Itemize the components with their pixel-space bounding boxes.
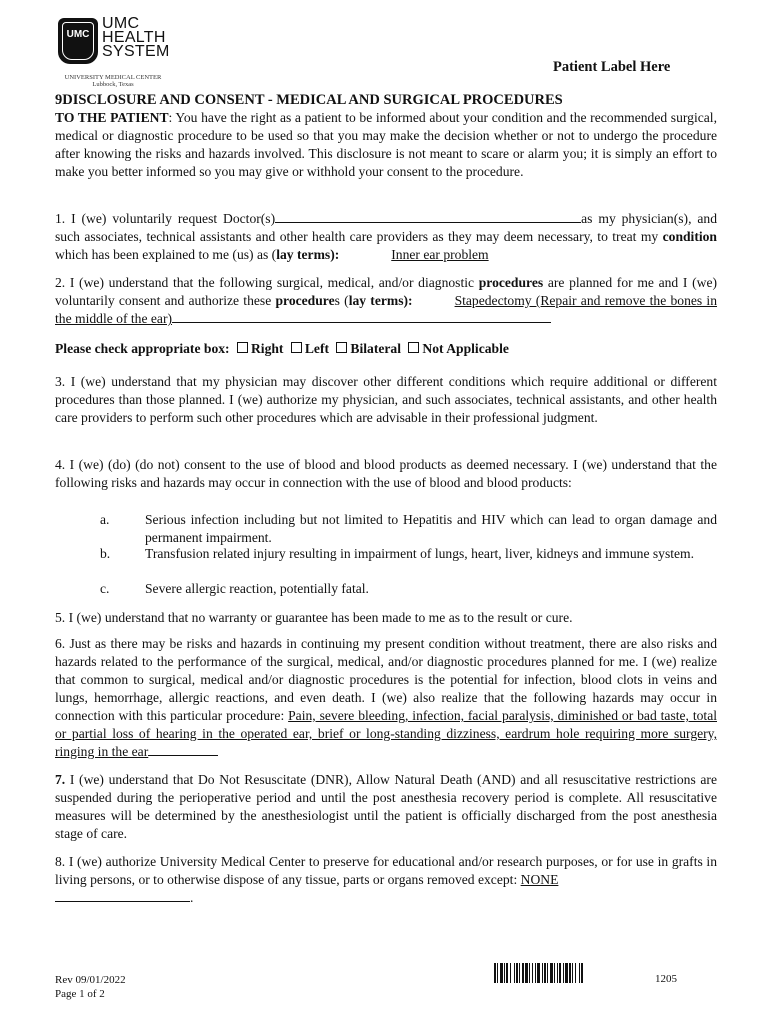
procedure-hazards-field[interactable]: Pain, severe bleeding, infection, facial paralysis, diminished or bad taste, total or partial loss of hearing in the operated ear, brief or long-standing dizziness, eardrum hole requiring more surgery, ringing in the ear (55, 708, 718, 759)
item-8-text: 8. I (we) authorize University Medical Center to preserve for educational and/or research purposes, or for use in grafts in living persons, or to otherwise dispose of any tissue, parts or organs removed except: (55, 854, 717, 887)
item-1-condition: condition (662, 229, 717, 244)
exceptions-value-field[interactable]: NONE (520, 872, 559, 887)
checkbox-bilateral[interactable] (336, 342, 347, 353)
document-title: 9DISCLOSURE AND CONSENT - MEDICAL AND SURGICAL PROCEDURES (55, 92, 563, 108)
risk-item-c-label: c. (100, 581, 110, 596)
risk-item-a-label: a. (100, 512, 110, 527)
item-1-text-a: 1. I (we) voluntarily request Doctor(s) (55, 211, 276, 226)
footer-revision (55, 973, 126, 1001)
side-selection-row (55, 340, 717, 358)
option-bilateral-label: Bilateral (350, 341, 402, 356)
item-2-text-a: 2. I (we) understand that the following surgical, medical, and/or diagnostic (55, 275, 479, 290)
item-2-procedures: procedures (478, 275, 544, 290)
checkbox-not-applicable[interactable] (408, 342, 419, 353)
page-number: Page 1 of 2 (55, 988, 105, 1000)
procedure-value-underline (172, 310, 551, 323)
checkbox-right[interactable] (237, 342, 248, 353)
umc-logo-mark (58, 18, 98, 64)
risk-item-b (55, 545, 717, 581)
revision-date: Rev 09/01/2022 (55, 974, 126, 986)
risk-item-a-text: Serious infection including but not limited to Hepatitis and HIV which can lead to organ damage and permanent impairment. (145, 512, 717, 545)
procedure-value-field[interactable]: Stapedectomy (Repair and remove the bones in the middle of the ear) (55, 293, 718, 326)
risk-item-a (55, 511, 717, 547)
checkbox-left[interactable] (291, 342, 302, 353)
logo-subtitle (58, 74, 168, 88)
item-2-text-c: s ( (334, 293, 349, 308)
option-left-label: Left (304, 341, 330, 356)
intro-paragraph (55, 109, 717, 181)
logo-line-2: HEALTH (102, 29, 166, 46)
risk-item-b-text: Transfusion related injury resulting in impairment of lungs, heart, liver, kidneys and immune system. (145, 546, 695, 561)
risk-item-c (55, 580, 717, 598)
risk-item-b-label: b. (100, 546, 111, 561)
item-2-lay-terms: lay terms): (348, 293, 413, 308)
item-2-text-b: are planned for me and I (we) voluntarily consent and authorize these (55, 275, 718, 308)
item-6-text: 6. Just as there may be risks and hazards in continuing my present condition without treatment, there are also risks and hazards related to the performance of the surgical, medical, and/or diagnostic procedures planned for me. I (we) realize that common to surgical, medical and/or diagnostic procedures is the potential for infection, blood clots in veins and lungs, hemorrhage, allergic reactions, and even death. I (we) also realize that the following hazards may occur in connection with this particular procedure: (55, 636, 717, 723)
item-1-paragraph (55, 210, 717, 264)
item-8-paragraph (55, 853, 717, 907)
option-not-applicable-label: Not Applicable (422, 341, 509, 356)
side-selection-label: Please check appropriate box: (55, 341, 230, 356)
option-right-label: Right (250, 341, 284, 356)
item-1-text-c: which has been explained to me (us) as ( (55, 247, 277, 262)
item-7-text: I (we) understand that Do Not Resuscitate (DNR), Allow Natural Death (AND) and all resuscitative restrictions are suspended during the perioperative period and until the post anesthesia recovery period is complete. All resuscitative measures will be determined by the anesthesiologist until the patient is officially discharged from the post anesthesia stage of care. (55, 772, 717, 841)
item-2-paragraph (55, 274, 717, 328)
hazards-underline (148, 743, 218, 756)
item-7-number: 7. (55, 772, 66, 787)
item-6-paragraph (55, 635, 717, 761)
physician-name-field[interactable] (275, 210, 581, 223)
barcode-icon (494, 963, 642, 983)
item-1-text-b: as my physician(s), and such associates, technical assistants and other health care providers as they may deem necessary, to treat my (55, 211, 718, 244)
logo-mark-text: UMC (62, 22, 94, 60)
intro-text: : You have the right as a patient to be informed about your condition and the recommended surgical, medical or diagnostic procedure to be used so that you may make the decision whether or not to undergo the procedure after knowing the risks and hazards involved. This disclosure is not meant to scare or alarm you; it is simply an effort to make you better informed so you may give or withhold your consent to the procedure. (55, 110, 717, 179)
item-3-paragraph: 3. I (we) understand that my physician may discover other different conditions which require additional or different procedures than those planned. I (we) authorize my physician, and such associates, technical assistants, and other health care providers to perform such other procedures which are advisable in their professional judgment. (55, 374, 717, 425)
item-5-paragraph: 5. I (we) understand that no warranty or guarantee has been made to me as to the result or cure. (55, 610, 573, 625)
logo-subtitle-line-1: UNIVERSITY MEDICAL CENTER (64, 74, 162, 81)
logo-line-1: UMC (102, 15, 140, 32)
patient-label-placeholder: Patient Label Here (553, 59, 671, 75)
exceptions-underline (55, 889, 190, 902)
item-4-paragraph: 4. I (we) (do) (do not) consent to the use of blood and blood products as deemed necessary. I (we) understand that the following risks and hazards may occur in connection with the use of blood and blood products: (55, 457, 717, 490)
intro-lead: TO THE PATIENT (55, 110, 169, 125)
logo-subtitle-line-2: Lubbock, Texas (92, 81, 134, 88)
barcode-bar (583, 963, 585, 983)
logo-wordmark (102, 17, 170, 59)
form-number: 1205 (655, 973, 677, 985)
logo-line-3: SYSTEM (102, 43, 170, 60)
item-8-end: . (190, 890, 194, 905)
risk-item-c-text: Severe allergic reaction, potentially fatal. (145, 581, 369, 596)
condition-value-field[interactable]: Inner ear problem (391, 247, 489, 262)
item-2-procedure: procedure (275, 293, 335, 308)
item-7-paragraph (55, 771, 717, 843)
item-1-lay-terms: lay terms): (276, 247, 340, 262)
